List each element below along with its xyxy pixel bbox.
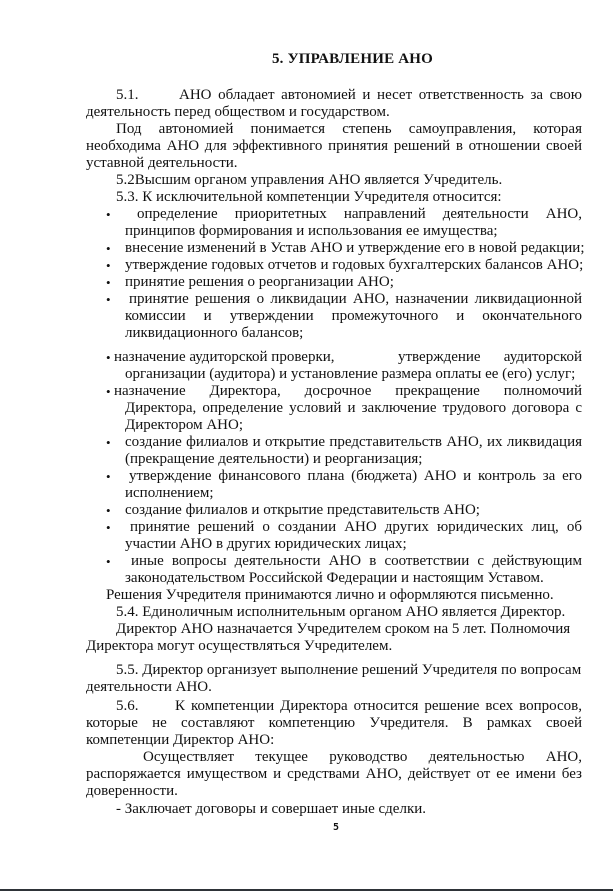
clause-5-6-line-1: К компетенции Директора относится решение всех вопросов, [175,698,582,714]
clause-5-4: 5.4. Единоличным исполнительным органом АНО является Директор. [116,604,566,620]
autonomy-line-1: Под автономией понимается степень самоуправления, которая [116,121,582,137]
operations-line-1: Осуществляет текущее руководство деятельностью АНО, [143,749,582,765]
bullet-icon: • [106,520,111,535]
list-item-1-line-1: определение приоритетных направлений деятельности АНО, [137,206,582,222]
list-item-9-line-1: утверждение финансового плана (бюджета) АНО и контроль за его [129,468,582,484]
list-item-3: утверждение годовых отчетов и годовых бухгалтерских балансов АНО; [125,257,584,273]
decisions-line: Решения Учредителя принимаются лично и оформляются письменно. [106,587,554,603]
clause-number-5-6: 5.6. [116,698,139,714]
director-line-1: Директор АНО назначается Учредителем сроком на 5 лет. Полномочия [116,621,571,637]
bullet-icon: • [106,258,111,273]
bullet-icon: • [106,384,111,399]
section-title: 5. УПРАВЛЕНИЕ АНО [271,51,434,67]
list-item-7-line-2: Директора, определение условий и заключение трудового договора с [125,400,582,416]
list-item-4: принятие решения о реорганизации АНО; [125,274,394,290]
clause-5-3: 5.3. К исключительной компетенции Учредителя относится: [116,189,502,205]
list-item-2: внесение изменений в Устав АНО и утверждение его в новой редакции; [125,240,585,256]
autonomy-line-3: уставной деятельности. [86,155,238,171]
clause-number-5-1: 5.1. [116,87,139,103]
list-item-8-line-2: (прекращение деятельности) и реорганизация; [125,451,423,467]
operations-line-3: доверенности. [86,783,178,799]
clause-5-2: 5.2Высшим органом управления АНО является Учредитель. [116,172,503,188]
operations-line-2: распоряжается имуществом и средствами АНО, действует от ее имени без [86,766,582,782]
list-item-1-line-2: принципов формирования и использования ее имущества; [125,223,498,239]
list-item-8-line-1: создание филиалов и открытие представительств АНО, их ликвидация [125,434,582,450]
autonomy-line-2: необходима АНО для эффективного принятия решений в отношении своей [86,138,582,154]
list-item-12-line-1: иные вопросы деятельности АНО в соответствии с действующим [131,553,582,569]
clause-5-1-line-2: деятельность перед обществом и государством. [86,104,390,120]
list-item-10: создание филиалов и открытие представительств АНО; [125,502,480,518]
bullet-icon: • [106,350,111,365]
list-item-5-line-1: принятие решения о ликвидации АНО, назначении ликвидационной [129,291,582,307]
bullet-icon: • [106,207,111,222]
list-item-6-line-1a: назначение аудиторской проверки, [114,349,335,365]
bullet-icon: • [106,292,111,307]
bullet-icon: • [106,275,111,290]
list-item-11-line-1: принятие решений о создании АНО других юридических лиц, об [130,519,582,535]
contracts-line: - Заключает договоры и совершает иные сделки. [116,801,427,817]
list-item-6-line-1b: утверждение аудиторской [398,349,582,365]
list-item-5-line-2: комиссии и утверждении промежуточного и окончательного [125,308,582,324]
clause-5-5-line-2: деятельности АНО. [86,679,212,695]
bullet-icon: • [106,554,111,569]
list-item-12-line-2: законодательством Российской Федерации и настоящим Уставом. [125,570,544,586]
clause-5-1-line-1: АНО обладает автономией и несет ответственность за свою [179,87,582,103]
clause-5-6-line-2: которые не составляют компетенцию Учредителя. В рамках своей [86,715,582,731]
list-item-7-line-3: Директором АНО; [125,417,243,433]
list-item-5-line-3: ликвидационного балансов; [125,325,304,341]
list-item-6-line-2: организации (аудитора) и установление размера оплаты ее (его) услуг; [125,366,576,382]
bullet-icon: • [106,241,111,256]
bullet-icon: • [106,503,111,518]
clause-5-6-line-3: компетенции Директор АНО: [86,732,275,748]
page-number: 5 [333,822,340,833]
list-item-11-line-2: участии АНО в других юридических лицах; [125,536,407,552]
bullet-icon: • [106,469,111,484]
list-item-7-line-1: назначение Директора, досрочное прекращение полномочий [114,383,582,399]
director-line-2: Директора могут осуществляться Учредителем. [86,638,393,654]
bullet-icon: • [106,435,111,450]
clause-5-5-line-1: 5.5. Директор организует выполнение решений Учредителя по вопросам [116,662,582,678]
list-item-9-line-2: исполнением; [125,485,214,501]
